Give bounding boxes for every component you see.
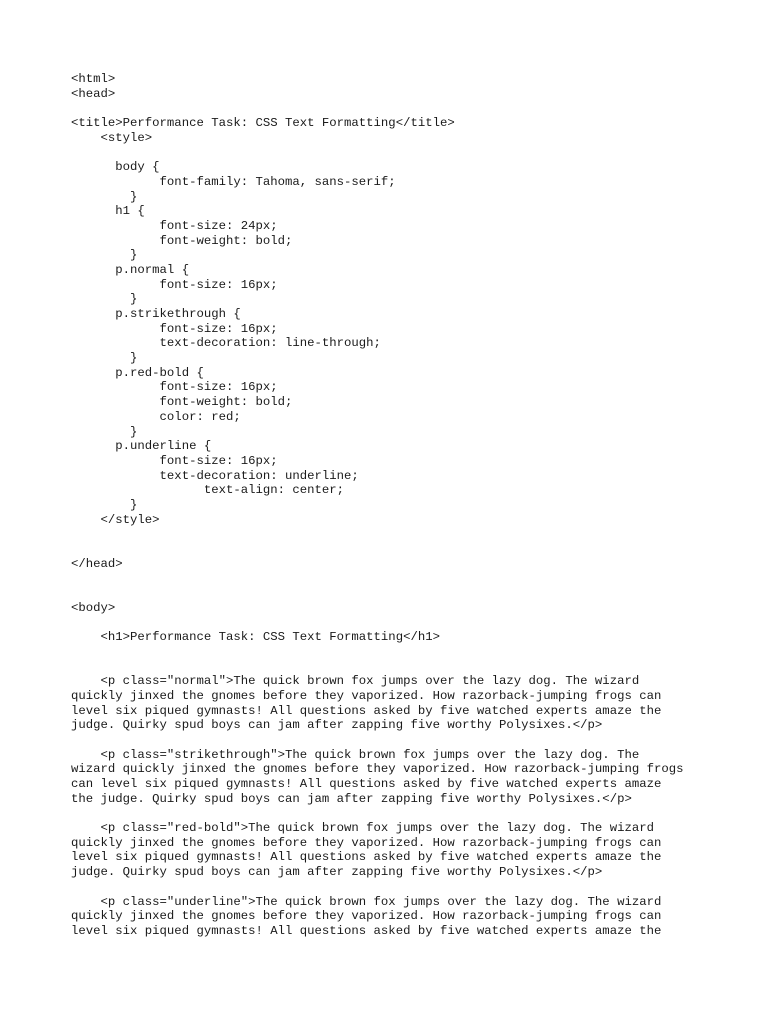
code-line: } xyxy=(71,497,138,512)
code-line: font-size: 16px; xyxy=(71,277,278,292)
code-line: level six piqued gymnasts! All questions asked by five watched experts amaze the xyxy=(71,703,662,718)
code-line: level six piqued gymnasts! All questions asked by five watched experts amaze the xyxy=(71,923,662,938)
code-line: text-decoration: underline; xyxy=(71,468,359,483)
code-line: judge. Quirky spud boys can jam after zapping five worthy Polysixes.</p> xyxy=(71,865,603,880)
code-line: <body> xyxy=(71,600,116,615)
code-line: } xyxy=(71,189,138,204)
code-line xyxy=(71,542,721,557)
code-line xyxy=(71,733,721,748)
code-line: } xyxy=(71,248,138,263)
code-line: p.red-bold { xyxy=(71,365,204,380)
code-line xyxy=(71,615,721,630)
code-line: p.underline { xyxy=(71,439,212,454)
code-line: <h1>Performance Task: CSS Text Formatting</h1> xyxy=(71,630,440,645)
code-line: <p class="red-bold">The quick brown fox jumps over the lazy dog. The wizard xyxy=(71,821,654,836)
code-line: the judge. Quirky spud boys can jam after zapping five worthy Polysixes.</p> xyxy=(71,791,632,806)
code-line: p.strikethrough { xyxy=(71,307,241,321)
code-line: can level six piqued gymnasts! All questions asked by five watched experts amaze xyxy=(71,777,662,791)
code-line: font-size: 16px; xyxy=(71,321,278,336)
code-listing xyxy=(71,72,721,939)
code-line xyxy=(71,571,721,586)
code-line: font-weight: bold; xyxy=(71,233,293,248)
code-line: font-weight: bold; xyxy=(71,395,293,410)
code-line: font-size: 16px; xyxy=(71,453,278,468)
code-line xyxy=(71,527,721,542)
code-line: wizard quickly jinxed the gnomes before they vaporized. How razorback-jumping frogs xyxy=(71,762,684,777)
code-line: } xyxy=(71,424,138,439)
code-line: <html> xyxy=(71,72,116,86)
code-line xyxy=(71,645,721,660)
code-line: p.normal { xyxy=(71,262,190,277)
code-line: } xyxy=(71,351,138,366)
code-line: level six piqued gymnasts! All questions asked by five watched experts amaze the xyxy=(71,850,662,865)
code-line: text-decoration: line-through; xyxy=(71,336,381,351)
code-line: <title>Performance Task: CSS Text Formatting</title> xyxy=(71,116,455,131)
code-line: color: red; xyxy=(71,409,241,424)
code-line: font-size: 16px; xyxy=(71,380,278,395)
code-line: </head> xyxy=(71,556,123,571)
code-line: quickly jinxed the gnomes before they vaporized. How razorback-jumping frogs can xyxy=(71,909,662,924)
code-line: judge. Quirky spud boys can jam after zapping five worthy Polysixes.</p> xyxy=(71,718,603,733)
code-line: } xyxy=(71,292,138,307)
code-line xyxy=(71,660,721,675)
code-line: <p class="strikethrough">The quick brown fox jumps over the lazy dog. The xyxy=(71,747,640,762)
code-line: <style> xyxy=(71,130,153,145)
code-line: quickly jinxed the gnomes before they vaporized. How razorback-jumping frogs can xyxy=(71,688,662,703)
code-line xyxy=(71,880,721,895)
code-line xyxy=(71,806,721,821)
code-line: <p class="underline">The quick brown fox jumps over the lazy dog. The wizard xyxy=(71,894,662,909)
code-line: body { xyxy=(71,160,160,175)
code-line: font-family: Tahoma, sans-serif; xyxy=(71,174,396,189)
code-line: h1 { xyxy=(71,204,145,219)
code-line: quickly jinxed the gnomes before they vaporized. How razorback-jumping frogs can xyxy=(71,835,662,850)
code-line: <head> xyxy=(71,86,116,101)
code-line xyxy=(71,101,721,116)
code-line xyxy=(71,586,721,601)
code-line: font-size: 24px; xyxy=(71,218,278,233)
code-line: <p class="normal">The quick brown fox jumps over the lazy dog. The wizard xyxy=(71,674,640,689)
code-line xyxy=(71,145,721,160)
code-line: </style> xyxy=(71,512,160,527)
code-line: text-align: center; xyxy=(71,483,345,498)
